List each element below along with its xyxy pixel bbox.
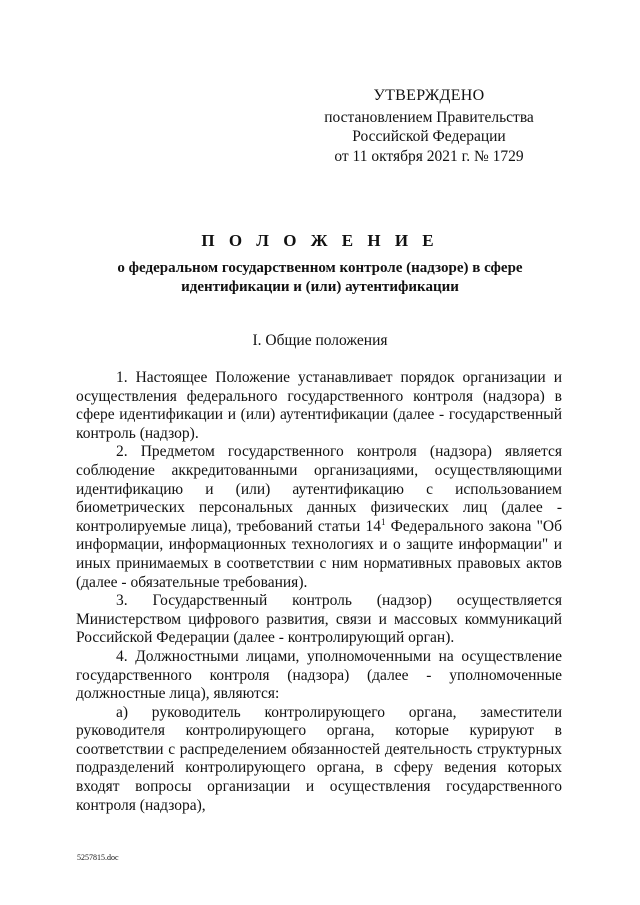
approval-block: [300, 86, 558, 166]
approval-stamp: УТВЕРЖДЕНО: [373, 87, 485, 104]
approval-line-1: постановлением Правительства: [324, 108, 534, 126]
paragraph-2-text-after: Федерального закона "Об информации, информационных технологиях и о защите информации" и иных принимаемых в соответствии с ним нормативных правовых актов (далее - обязательные требования).: [76, 517, 562, 591]
paragraph-3: 3. Государственный контроль (надзор) осуществляется Министерством цифрового развития, связи и массовых коммуникаций Российской Федерации (далее - контролирующий орган).: [76, 592, 562, 647]
approval-line-2: Российской Федерации: [352, 128, 506, 145]
approval-line-3: от 11 октября 2021 г. № 1729: [334, 147, 524, 165]
paragraph-2: [76, 443, 562, 592]
document-title: П О Л О Ж Е Н И Е: [201, 231, 439, 250]
paragraph-2-superscript: 1: [380, 516, 386, 527]
section-heading: I. Общие положения: [252, 332, 388, 349]
paragraph-4a: а) руководитель контролирующего органа, заместители руководителя контролирующего органа, которые курируют в соответствии с распределением обязанностей деятельность структурных подразделений контролирующего органа, в сферу ведения которых входят вопросы организации и осуществления государственного контроля (надзора),: [76, 703, 562, 814]
document-subtitle: о федеральном государственном контроле (надзоре) в сфере идентификации и (или) аутентификации: [117, 260, 523, 295]
footer-file-code: 5257815.doc: [77, 853, 119, 862]
paragraph-4: 4. Должностными лицами, уполномоченными на осуществление государственного контроля (надзора) (далее - уполномоченные должностные лица), являются:: [76, 647, 562, 703]
paragraph-2-text-before: 2. Предметом государственного контроля (надзора) является соблюдение аккредитованными организациями, осуществляющими идентификацию и (или) аутентификацию с использованием биометрических персональных данных физических лиц (далее - контролируемые лица), требований статьи 14: [76, 443, 562, 535]
document-body: [76, 369, 562, 815]
paragraph-1: 1. Настоящее Положение устанавливает порядок организации и осуществления федерального государственного контроля (надзора) в сфере идентификации и (или) аутентификации (далее - государственный контроль (надзор).: [76, 369, 562, 442]
